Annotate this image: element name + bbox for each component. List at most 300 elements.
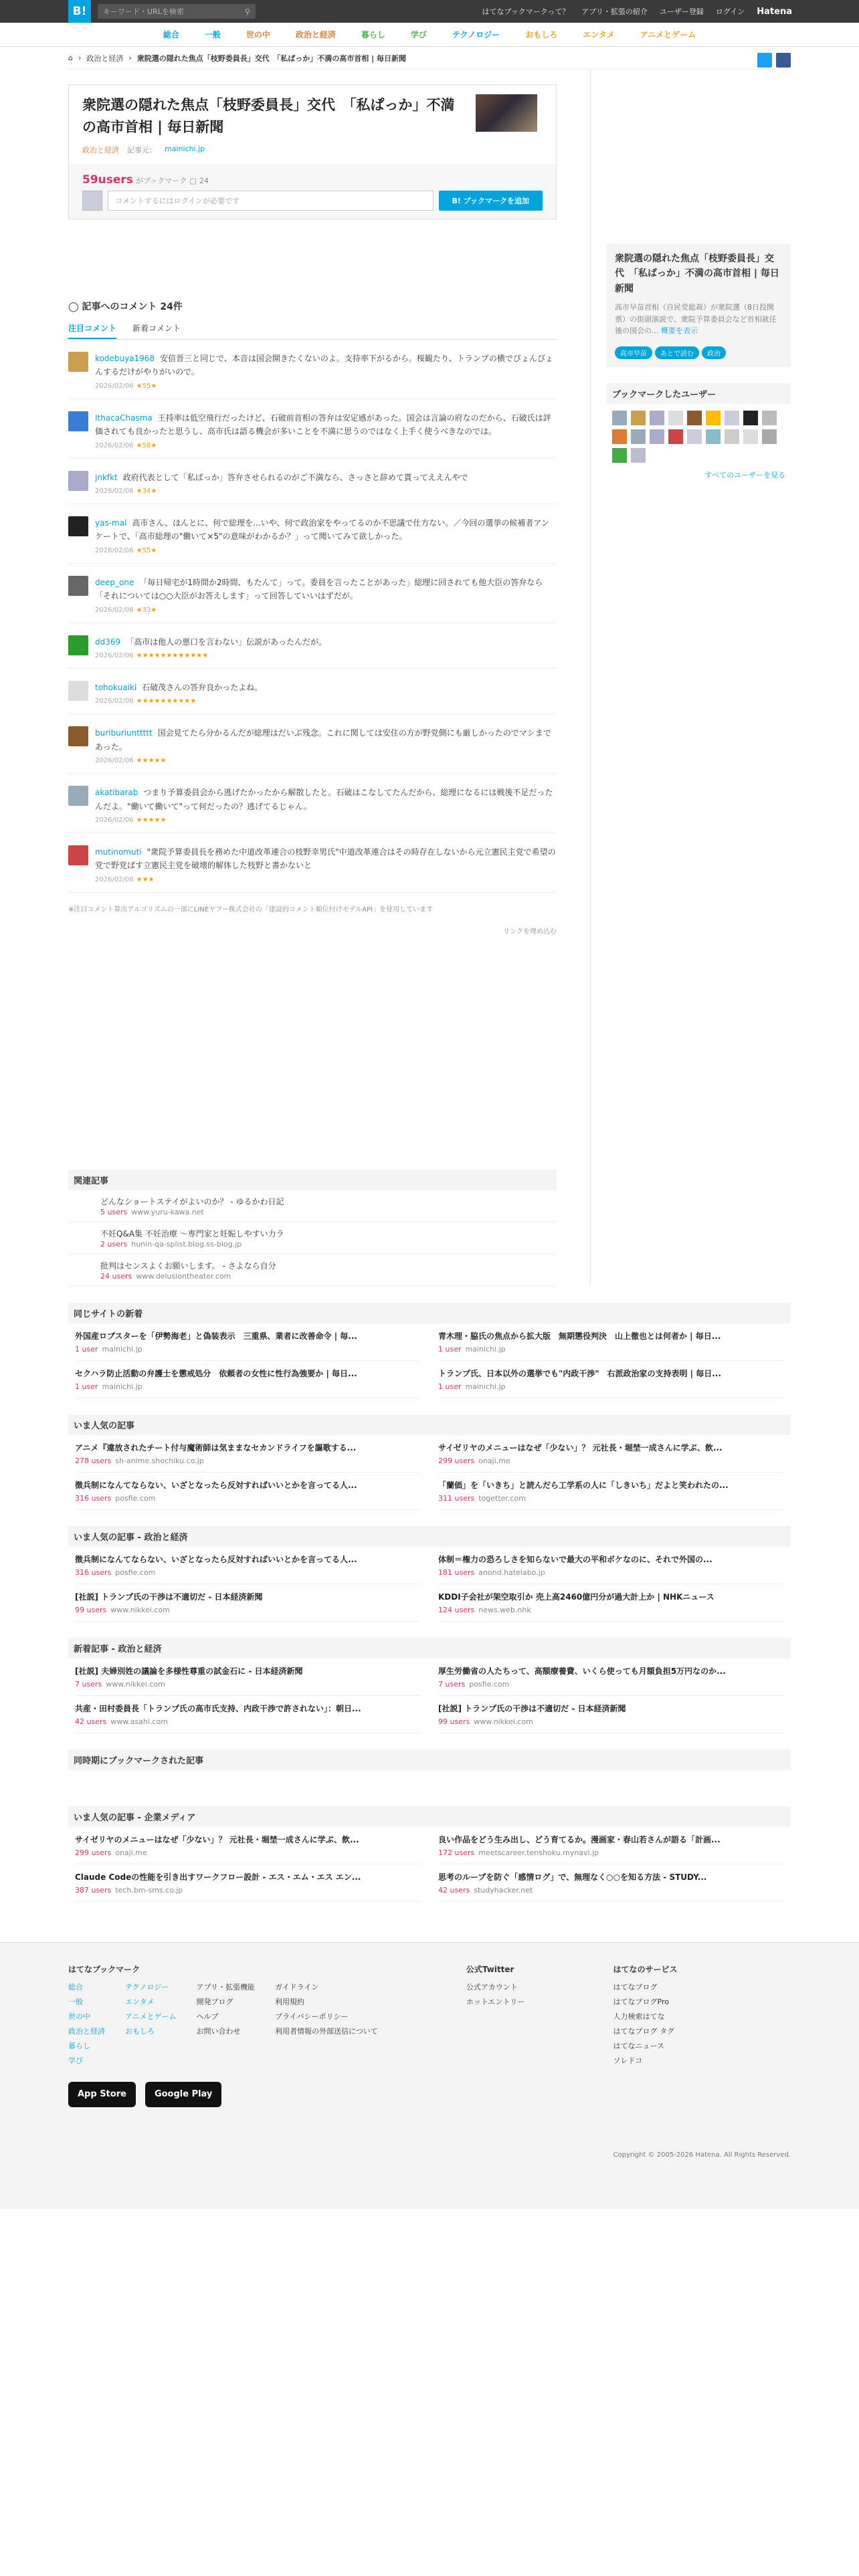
article-section	[68, 1414, 791, 1510]
tab-recent[interactable]: 新着コメント	[132, 324, 181, 334]
search-icon[interactable]: ⚲	[244, 7, 250, 16]
section-item[interactable]	[438, 1696, 784, 1733]
section-item-domain[interactable]: meetscareer.tenshoku.mynavi.jp	[478, 1848, 599, 1857]
avatar[interactable]	[68, 516, 88, 536]
nav-item-5[interactable]: 学び	[410, 30, 427, 39]
footer-link[interactable]: 政治と経済	[68, 2026, 105, 2036]
related-domain[interactable]: www.yuru-kawa.net	[131, 1207, 204, 1216]
sidebar	[590, 70, 791, 1287]
entry-domain[interactable]: mainichi.jp	[165, 144, 205, 154]
section-item-title[interactable]: 外国産ロブスターを「伊勢海老」と偽装表示 三重県、業者に改善命令 | 毎...	[75, 1331, 357, 1341]
footer-link[interactable]: 学び	[68, 2056, 83, 2065]
footer-link[interactable]: お問い合わせ	[196, 2026, 241, 2036]
sidebar-title: 衆院選の隠れた焦点「枝野委員長」交代 「私ばっか」不満の高市首相 | 毎日新聞	[615, 253, 779, 294]
home-icon[interactable]: ⌂	[68, 53, 73, 62]
entry-category[interactable]: 政治と経済	[82, 146, 119, 155]
section-item-domain[interactable]: anond.hatelabo.jp	[478, 1568, 545, 1577]
document-icon	[80, 1228, 90, 1249]
section-item-meta	[438, 1456, 784, 1465]
footer-link[interactable]: プライバシーポリシー	[275, 2012, 349, 2021]
comment-body	[95, 681, 262, 707]
section-item-domain[interactable]: mainichi.jp	[465, 1344, 506, 1354]
comment-tabs	[68, 322, 557, 340]
comment-text: "衆院予算委員長を務めた中道改革連合の枝野幸男氏"中道改革連合はその時存在しないから元立憲民主党で希望の党で野党ばす立憲民主党を破壊的解体した枝野と書かないと	[95, 847, 556, 871]
section-item-users[interactable]: 316 users	[75, 1493, 112, 1503]
star-rating[interactable]: ★★★★★	[136, 757, 167, 765]
section-item[interactable]	[438, 1827, 784, 1864]
section-item-meta	[75, 1568, 421, 1577]
comment-text-line	[95, 576, 557, 603]
footer-link[interactable]: 公式アカウント	[466, 1982, 518, 1992]
section-title: 同時期にブックマークされた記事	[68, 1749, 791, 1770]
star-rating[interactable]: ★★★★★	[136, 816, 167, 824]
sidebar-desc: 高市早苗首相（自民党総裁）が衆院選（8日投開票）の街頭演説で、衆院予算委員会など首相就任後の国会の...	[615, 303, 777, 336]
section-grid	[68, 1658, 791, 1733]
section-item-title[interactable]: [社説] 夫婦別姓の議論を多様性尊重の試金石に - 日本経済新聞	[75, 1666, 303, 1676]
comment-date[interactable]: 2026/02/06	[95, 441, 134, 449]
avatar[interactable]	[68, 411, 88, 431]
comment-text-line	[95, 352, 557, 379]
twitter-icon[interactable]	[757, 53, 772, 68]
user-avatar[interactable]	[762, 429, 777, 444]
comment-user[interactable]: deep_one	[95, 577, 134, 587]
star-rating[interactable]: ★★★★★★★★★★★★	[136, 652, 209, 659]
footer-link[interactable]: 開発ブログ	[196, 1997, 233, 2006]
chevron-right-icon: ›	[128, 53, 132, 62]
user-avatar[interactable]	[631, 448, 646, 463]
section-item[interactable]	[438, 1658, 784, 1696]
footer-link[interactable]: ホットエントリー	[466, 1997, 525, 2006]
nav-item-8[interactable]: エンタメ	[583, 30, 615, 39]
section-item-title[interactable]: サイゼリヤのメニューはなぜ「少ない」？ 元社長・堀埜一成さんに学ぶ、飲...	[438, 1442, 723, 1453]
top-links	[482, 6, 859, 17]
section-item[interactable]	[75, 1864, 421, 1902]
section-item-title[interactable]: 「蘭価」を「いきち」と読んだら工学系の人に「しきいち」だよと笑われたの...	[438, 1480, 729, 1490]
sidebar-summary	[607, 243, 791, 367]
avatar[interactable]	[68, 576, 88, 596]
document-icon	[80, 1260, 90, 1281]
comment-item	[68, 833, 557, 893]
app-store-button[interactable]: App Store	[68, 2082, 136, 2107]
section-item-domain[interactable]: www.asahi.com	[110, 1717, 168, 1726]
entry-title[interactable]: 衆院選の隠れた焦点「枝野委員長」交代 「私ぱっか」不満の高市首相 | 毎日新聞	[82, 97, 455, 135]
section-item-meta	[75, 1885, 421, 1895]
section-item-meta	[438, 1344, 784, 1354]
comment-date[interactable]: 2026/02/06	[95, 652, 134, 659]
section-title: 新着記事 - 政治と経済	[68, 1638, 791, 1658]
section-item-meta	[438, 1493, 784, 1503]
footer-link[interactable]: 人力検索はてな	[613, 2012, 665, 2021]
bottom-sections	[68, 1303, 791, 1902]
related-articles	[68, 1170, 557, 1287]
tab-featured[interactable]: 注目コメント	[68, 322, 116, 339]
section-item-meta	[438, 1679, 784, 1689]
section-item-users[interactable]: 1 user	[438, 1382, 462, 1391]
comment-date[interactable]: 2026/02/06	[95, 382, 134, 390]
tag-3[interactable]: 政治	[702, 346, 726, 359]
section-item-title[interactable]: 青木理・脇氏の焦点から拡大版 無期懲役判決 山上徹也とは何者か | 毎日...	[438, 1331, 721, 1341]
section-item-domain[interactable]: mainichi.jp	[102, 1344, 142, 1354]
hatena-brand[interactable]: Hatena	[757, 6, 792, 17]
section-item-meta	[75, 1848, 421, 1857]
top-bar	[0, 0, 859, 23]
nav-item-2[interactable]: 世の中	[246, 30, 270, 39]
related-meta	[100, 1207, 284, 1216]
comment-text: つまり予算委員会から逃げたかったから解散したと。石破はこなしてたんだから、総理になるには戦後不足だったんだよ。"働いて働いて"って何だったの？逃げてるじゃん。	[95, 788, 553, 811]
comment-date[interactable]: 2026/02/06	[95, 606, 134, 614]
comment-date[interactable]: 2026/02/06	[95, 697, 134, 706]
footer-link[interactable]: はてなニュース	[613, 2041, 664, 2050]
section-item-title[interactable]: 徴兵制になんてならない、いざとなったら反対すればいいとかを言ってる人...	[75, 1554, 357, 1564]
section-item-users[interactable]: 387 users	[75, 1885, 112, 1895]
comment-meta	[95, 650, 326, 661]
section-item[interactable]	[438, 1323, 784, 1361]
user-avatar[interactable]	[743, 429, 758, 444]
article-section	[68, 1749, 791, 1790]
section-item-users[interactable]: 181 users	[438, 1568, 475, 1577]
user-avatar-grid	[607, 404, 791, 469]
related-item[interactable]	[68, 1222, 557, 1255]
footer-link[interactable]: 利用規約	[275, 1997, 305, 2006]
comment-item	[68, 714, 557, 774]
tag-1[interactable]: 高市早苗	[615, 346, 652, 359]
comment-body	[95, 635, 326, 661]
section-item-domain[interactable]: news.web.nhk	[478, 1605, 531, 1614]
comment-text-line	[95, 471, 468, 484]
section-item-users[interactable]: 316 users	[75, 1568, 112, 1577]
comment-icon: ◯	[68, 302, 79, 313]
section-item[interactable]	[75, 1361, 421, 1398]
source-label: 記事元：	[127, 146, 157, 155]
google-play-button[interactable]: Google Play	[145, 2082, 221, 2107]
star-rating[interactable]: ★34★	[136, 488, 157, 496]
section-item-title[interactable]: アニメ『違放されたチート付与魔術師は気ままなセカンドライフを謳歌する...	[75, 1442, 357, 1453]
related-body	[100, 1228, 284, 1249]
section-item-meta	[75, 1493, 421, 1503]
related-title[interactable]: 不妊Q&A集 不妊治療 ～専門家と妊娠しやすい力ラ	[100, 1228, 284, 1239]
user-avatar[interactable]	[668, 429, 683, 444]
comment-user[interactable]: yas-mal	[95, 518, 127, 528]
section-item[interactable]	[75, 1435, 421, 1473]
entry-thumbnail[interactable]	[476, 94, 537, 132]
comment-user[interactable]: buriburiunttttt	[95, 728, 153, 738]
comment-count: 24	[199, 177, 209, 186]
section-item-domain[interactable]: studyhacker.net	[474, 1885, 533, 1895]
section-item-domain[interactable]: www.nikkei.com	[474, 1717, 533, 1726]
avatar[interactable]	[68, 786, 88, 806]
related-title[interactable]: どんなショートステイがよいのか？ - ゆるかわ日記	[100, 1196, 284, 1206]
section-item[interactable]	[438, 1473, 784, 1510]
all-users-link[interactable]: すべてのユーザーを見る	[704, 470, 785, 479]
comment-text-line	[95, 411, 557, 439]
related-domain[interactable]: www.delusiontheater.com	[136, 1271, 231, 1281]
user-avatar[interactable]	[668, 411, 683, 425]
comment-text-line	[95, 845, 557, 873]
section-item-meta	[75, 1456, 421, 1465]
comment-body	[95, 516, 557, 556]
section-item-users[interactable]: 1 user	[75, 1382, 98, 1391]
register-link[interactable]: ユーザー登録	[659, 7, 704, 16]
section-item-title[interactable]: 良い作品をどう生み出し、どう育てるか。漫画家・春山若さんが語る「計画...	[438, 1834, 721, 1844]
footer-link[interactable]: はてなブログ	[613, 1982, 658, 1992]
star-rating[interactable]: ★58★	[136, 441, 157, 449]
article-section	[68, 1526, 791, 1622]
user-avatar[interactable]	[725, 411, 739, 425]
search-input[interactable]	[98, 4, 256, 19]
show-summary-link[interactable]: 概要を表示	[661, 326, 698, 336]
comment-item	[68, 340, 557, 399]
section-item[interactable]	[438, 1864, 784, 1902]
user-avatar[interactable]	[687, 411, 702, 425]
user-avatar[interactable]	[631, 411, 646, 425]
user-avatar[interactable]	[687, 429, 702, 444]
related-body	[100, 1260, 276, 1281]
comment-item	[68, 623, 557, 669]
login-link[interactable]: ログイン	[715, 7, 745, 16]
comment-user[interactable]: dd369	[95, 637, 121, 647]
nav-item-1[interactable]: 一般	[204, 30, 221, 39]
comment-text: 安倍晋三と同じで、本音は国会開きたくないのよ。支持率下がるから。桜観たり、トランプの横でぴょんぴょんするだけがやりがいので。	[95, 354, 553, 377]
section-item-domain[interactable]: posfie.com	[115, 1568, 156, 1577]
related-item[interactable]	[68, 1190, 557, 1222]
section-item-users[interactable]: 299 users	[75, 1848, 112, 1857]
star-rating[interactable]: ★55★	[136, 546, 157, 554]
section-item-title[interactable]: 共産・田村委員長「トランプ氏の高市氏支持、内政干渉で許されない」：朝日...	[75, 1703, 361, 1713]
section-title: いま人気の記事	[68, 1414, 791, 1435]
comment-user[interactable]: kodebuya1968	[95, 354, 155, 364]
footer-link[interactable]: はてなブログ タグ	[613, 2026, 675, 2036]
avatar[interactable]	[68, 845, 88, 865]
section-item-meta	[75, 1679, 421, 1689]
comment-user[interactable]: IthacaChasma	[95, 413, 153, 423]
comment-user[interactable]: tohokuaiki	[95, 683, 137, 692]
section-title: いま人気の記事 - 政治と経済	[68, 1526, 791, 1547]
footer-link[interactable]: おもしろ	[125, 2026, 155, 2036]
related-users[interactable]: 5 users	[100, 1207, 128, 1216]
section-item-title[interactable]: [社説] トランプ氏の干渉は不適切だ - 日本経済新聞	[438, 1703, 626, 1713]
user-avatar[interactable]	[743, 411, 758, 425]
nav-item-0[interactable]: 総合	[163, 30, 179, 39]
facebook-icon[interactable]	[776, 53, 791, 68]
section-item-users[interactable]: 42 users	[75, 1717, 107, 1726]
avatar[interactable]	[68, 681, 88, 701]
section-item-meta	[438, 1605, 784, 1614]
user-avatar[interactable]	[612, 448, 627, 463]
comment-body	[95, 576, 557, 616]
comment-date[interactable]: 2026/02/06	[95, 816, 134, 824]
section-item-users[interactable]: 99 users	[75, 1605, 107, 1614]
footer-link[interactable]: ガイドライン	[275, 1982, 319, 1992]
about-link[interactable]: はてなブックマークって？	[482, 7, 570, 16]
section-item-title[interactable]: 思考のループを防ぐ「感情ログ」で、無理なく○○を知る方法 - STUDY...	[438, 1872, 707, 1882]
comment-user[interactable]: jnkfkt	[95, 472, 118, 482]
footer-link[interactable]: ソレドコ	[613, 2056, 643, 2065]
comment-user[interactable]: akatibarab	[95, 788, 138, 798]
section-item[interactable]	[438, 1361, 784, 1398]
comment-meta	[95, 545, 557, 556]
section-item-users[interactable]: 124 users	[438, 1605, 475, 1614]
related-body	[100, 1196, 284, 1216]
comment-date[interactable]: 2026/02/06	[95, 875, 134, 883]
tag-2[interactable]: あとで読む	[655, 346, 699, 359]
section-item-title[interactable]: [社説] トランプ氏の干渉は不適切だ - 日本経済新聞	[75, 1592, 263, 1602]
user-avatar[interactable]	[631, 429, 646, 444]
comment-user[interactable]: mutinomuti	[95, 847, 142, 857]
category-nav	[0, 23, 859, 47]
user-avatar[interactable]	[612, 411, 627, 425]
section-item-domain[interactable]: posfie.com	[115, 1493, 156, 1503]
footer-link[interactable]: アニメとゲーム	[125, 2012, 177, 2021]
footer-link[interactable]: 世の中	[68, 2012, 90, 2021]
section-item[interactable]	[438, 1584, 784, 1622]
comment-date[interactable]: 2026/02/06	[95, 546, 134, 554]
comment-body	[95, 786, 557, 826]
embed-link[interactable]: リンクを埋め込む	[503, 928, 557, 936]
section-item-domain[interactable]: togetter.com	[478, 1493, 526, 1503]
comment-body	[95, 411, 557, 451]
footer-link[interactable]: 総合	[68, 1982, 83, 1992]
nav-item-6[interactable]: テクノロジー	[452, 30, 500, 39]
avatar[interactable]	[68, 352, 88, 372]
user-avatar[interactable]	[612, 429, 627, 444]
related-domain[interactable]: hunin-qa-splist.blog.ss-blog.jp	[131, 1239, 242, 1249]
related-title[interactable]: 批判はセンスよくお願いします。 - さよなら自分	[100, 1261, 276, 1271]
comment-text-line	[95, 786, 557, 813]
footer-link[interactable]: テクノロジー	[125, 1982, 169, 1992]
section-item-domain[interactable]: www.nikkei.com	[106, 1679, 165, 1689]
comment-meta	[95, 605, 557, 616]
section-item-domain[interactable]: posfie.com	[469, 1679, 510, 1689]
comment-text: 政府代表として「私ばっか」答弁させられるのがご不満なら、さっさと辞めて貰ってええんやで	[122, 472, 468, 482]
section-item-title[interactable]: 厚生労働省の人たちって、高額療養費、いくら使っても月額負担5万円なのか...	[438, 1666, 726, 1676]
footer-link[interactable]: 一般	[68, 1997, 83, 2006]
avatar[interactable]	[68, 726, 88, 746]
comments-title: 記事へのコメント	[82, 302, 157, 313]
comment-date[interactable]: 2026/02/06	[95, 757, 134, 765]
comments-header	[68, 300, 557, 313]
section-item-users[interactable]: 7 users	[75, 1679, 102, 1689]
section-item[interactable]	[75, 1658, 421, 1696]
related-users[interactable]: 2 users	[100, 1239, 128, 1249]
section-item[interactable]	[75, 1473, 421, 1510]
section-item-domain[interactable]: tech.bm-sms.co.jp	[115, 1885, 183, 1895]
section-item-domain[interactable]: onaji.me	[115, 1848, 147, 1857]
hatena-bookmark-logo[interactable]: B!	[68, 0, 91, 23]
nav-item-9[interactable]: アニメとゲーム	[640, 30, 696, 39]
section-item[interactable]	[438, 1435, 784, 1473]
user-avatar[interactable]	[650, 411, 664, 425]
comment-text: 国会見てたら分かるんだが総理はだいぶ残念。これに関しては安住の方が野党側にも厳しかったのでマシまであった。	[95, 728, 551, 752]
comment-body	[95, 726, 557, 766]
footer-link[interactable]: ヘルプ	[196, 2012, 219, 2021]
comment-meta	[95, 381, 557, 392]
bookmark-users[interactable]: 59users	[82, 173, 133, 187]
breadcrumb-page: 衆院選の隠れた焦点「枝野委員長」交代 「私ぱっか」不満の高市首相 | 毎日新聞	[136, 53, 406, 63]
comment-input[interactable]: コメントするにはログインが必要です	[108, 191, 434, 211]
section-item-users[interactable]: 172 users	[438, 1848, 475, 1857]
section-item-domain[interactable]: onaji.me	[478, 1456, 510, 1465]
star-rating[interactable]: ★55★	[136, 382, 157, 390]
section-item-title[interactable]: サイゼリヤのメニューはなぜ「少ない」？ 元社長・堀埜一成さんに学ぶ、飲...	[75, 1834, 359, 1844]
footer-link[interactable]: アプリ・拡張機能	[196, 1982, 256, 1992]
section-item-title[interactable]: 体制＝権力の恐ろしさを知らないで最大の平和ボケなのに、それで外国の...	[438, 1554, 712, 1564]
section-item-users[interactable]: 42 users	[438, 1885, 470, 1895]
avatar[interactable]	[68, 471, 88, 491]
section-item-domain[interactable]: www.nikkei.com	[110, 1605, 170, 1614]
nav-item-4[interactable]: 暮らし	[361, 30, 385, 39]
user-avatar[interactable]	[650, 429, 664, 444]
section-item-title[interactable]: Claude Codeの性能を引き出すワークフロー設計 - エス・エム・エス エン...	[75, 1872, 361, 1882]
main-column	[68, 70, 557, 1287]
section-grid	[68, 1435, 791, 1510]
comment-item	[68, 504, 557, 564]
user-avatar[interactable]	[762, 411, 777, 425]
section-item-users[interactable]: 7 users	[438, 1679, 466, 1689]
footer-link[interactable]: エンタメ	[125, 1997, 155, 2006]
section-grid	[68, 1547, 791, 1622]
section-item[interactable]	[75, 1584, 421, 1622]
section-item-domain[interactable]: sh-anime.shochiku.co.jp	[115, 1456, 204, 1465]
section-item-meta	[438, 1848, 784, 1857]
footer-link[interactable]: はてなブログPro	[613, 1997, 669, 2006]
section-item-title[interactable]: セクハラ防止活動の弁護士を懲戒処分 依頼者の女性に性行為強要か | 毎日...	[75, 1368, 357, 1378]
star-rating[interactable]: ★★★★★★★★★★	[136, 697, 197, 706]
section-item-title[interactable]: トランプ氏、日本以外の選挙でも"内政干渉" 右派政治家の支持表明 | 毎日...	[438, 1368, 721, 1378]
section-item-users[interactable]: 1 user	[438, 1344, 462, 1354]
section-item-users[interactable]: 299 users	[438, 1456, 475, 1465]
nav-item-7[interactable]: おもしろ	[525, 30, 558, 39]
user-avatar[interactable]	[706, 429, 721, 444]
section-item-users[interactable]: 99 users	[438, 1717, 470, 1726]
section-item-users[interactable]: 278 users	[75, 1456, 112, 1465]
comment-text: 石破茂さんの答弁良かったよね。	[142, 683, 263, 692]
section-item-title[interactable]: 徴兵制になんてならない、いざとなったら反対すればいいとかを言ってる人...	[75, 1480, 357, 1490]
section-item-users[interactable]: 1 user	[75, 1344, 98, 1354]
footer-heading-twitter: 公式Twitter	[466, 1964, 514, 1974]
section-item[interactable]	[75, 1323, 421, 1361]
section-item-users[interactable]: 311 users	[438, 1493, 475, 1503]
star-rating[interactable]: ★★★	[136, 875, 155, 883]
section-item[interactable]	[75, 1547, 421, 1584]
avatar[interactable]	[68, 635, 88, 655]
footer-heading-services: はてなのサービス	[613, 1964, 678, 1974]
nav-item-3[interactable]: 政治と経済	[295, 30, 336, 39]
footer-link[interactable]: 暮らし	[68, 2041, 90, 2050]
footer	[0, 1942, 859, 2209]
related-item[interactable]	[68, 1255, 557, 1287]
section-item-title[interactable]: KDDI子会社が架空取引か 売上高2460億円分が過大計上か | NHKニュース	[438, 1592, 714, 1602]
star-rating[interactable]: ★33★	[136, 606, 157, 614]
section-item-domain[interactable]: mainichi.jp	[102, 1382, 142, 1391]
comment-date[interactable]: 2026/02/06	[95, 488, 134, 496]
section-title: 同じサイトの新着	[68, 1303, 791, 1323]
section-item[interactable]	[75, 1696, 421, 1733]
user-avatar[interactable]	[706, 411, 721, 425]
section-item[interactable]	[438, 1547, 784, 1584]
add-bookmark-button[interactable]: B! ブックマークを追加	[439, 191, 543, 211]
section-item-domain[interactable]: mainichi.jp	[465, 1382, 506, 1391]
breadcrumb-category[interactable]: 政治と経済	[86, 53, 124, 63]
comment-item	[68, 399, 557, 459]
footer-link[interactable]: 利用者情報の外部送信について	[275, 2026, 378, 2036]
comment-text-line	[95, 635, 326, 649]
section-item[interactable]	[75, 1827, 421, 1864]
comment-text: 「毎日帰宅が1時間か2時間、もたんて」って。委員を言ったことがあった」総理に回されても他大臣の答弁なら「それについては○○大臣がお答えします」って回答していいはずだが。	[95, 577, 543, 601]
related-users[interactable]: 24 users	[100, 1271, 132, 1281]
user-avatar[interactable]	[725, 429, 739, 444]
comment-body	[95, 845, 557, 885]
apps-link[interactable]: アプリ・拡張の紹介	[581, 7, 648, 16]
